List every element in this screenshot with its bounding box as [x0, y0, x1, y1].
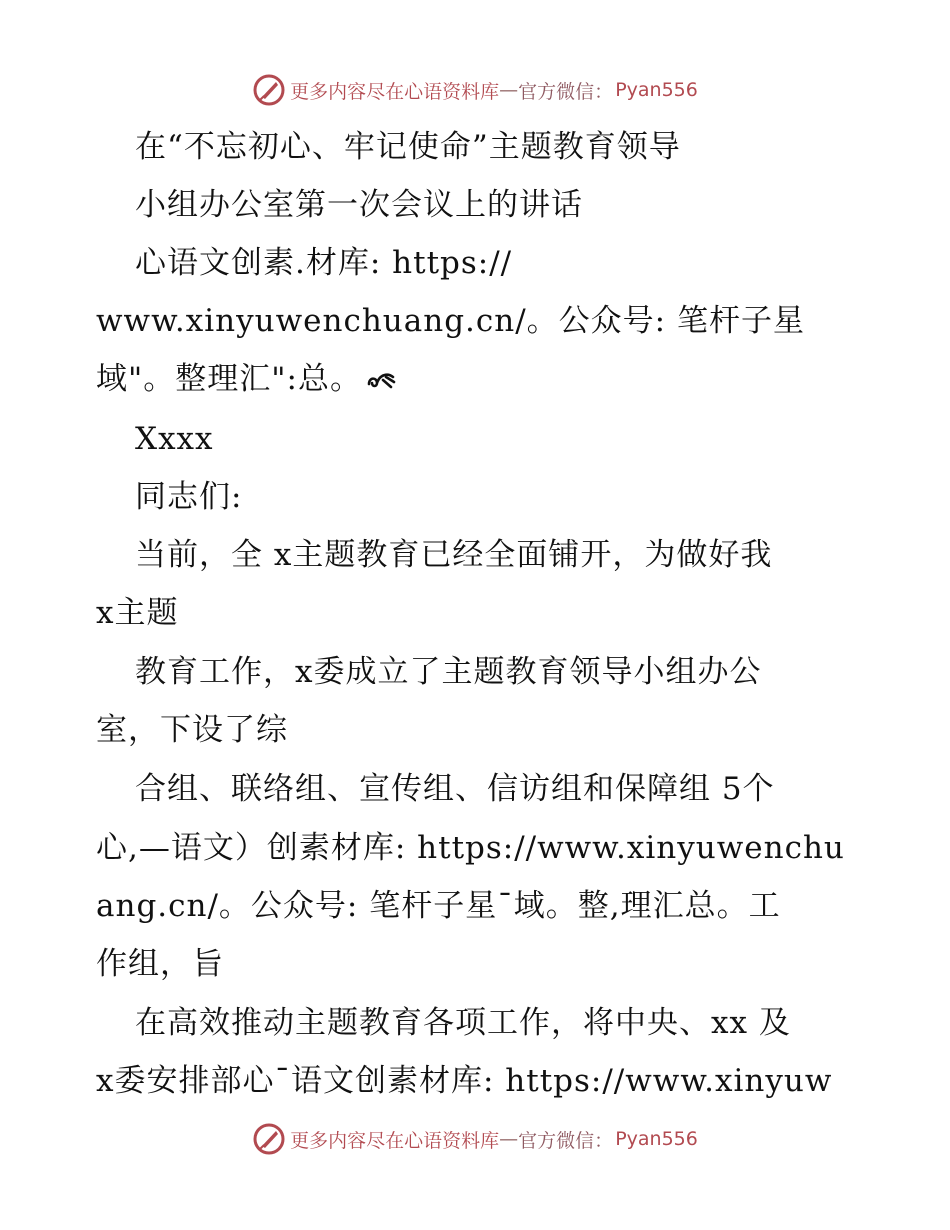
watermark-wechat-label: 官方微信：: [518, 1129, 614, 1152]
body-line: Xxxx: [135, 421, 214, 457]
body-line-text: 域"。整理汇":总。: [96, 361, 362, 397]
quill-logo-icon: [252, 1122, 286, 1156]
watermark-dash: —: [499, 1128, 519, 1150]
watermark-text: 更多内容尽在心语资料库: [290, 1129, 500, 1152]
body-line: 作组，旨: [96, 946, 224, 982]
body-line: 心语文创素.材库: https://: [135, 245, 513, 281]
watermark-text: 更多内容尽在心语资料库: [290, 80, 500, 103]
body-line: x委安排部心¯语文创素材库: https://www.xinyuw: [96, 1063, 833, 1099]
watermark-wechat-id: Pyan556: [615, 1128, 698, 1150]
footer-watermark: [0, 1119, 950, 1159]
body-line: 教育工作，x委成立了主题教育领导小组办公: [135, 654, 762, 690]
document-title-line-2: 小组办公室第一次会议上的讲话: [135, 187, 583, 223]
body-line: www.xinyuwenchuang.cn/。公众号: 笔杆子星: [96, 303, 805, 339]
body-line-with-ornament: [96, 359, 396, 399]
quill-logo-icon: [252, 73, 286, 107]
body-line: 合组、联络组、宣传组、信访组和保障组 5个: [135, 771, 775, 807]
body-line: ang.cn/。公众号: 笔杆子星¯域。整,理汇总。工: [96, 888, 781, 924]
body-line: 心,—语文）创素材库: https://www.xinyuwenchu: [96, 830, 845, 866]
watermark-wechat-label: 官方微信：: [518, 80, 614, 103]
salutation: 同志们:: [135, 479, 243, 515]
scroll-ornament-icon: [366, 369, 396, 391]
body-line: x主题: [96, 595, 179, 631]
watermark-dash: —: [499, 79, 519, 101]
body-line: 在高效推动主题教育各项工作，将中央、xx 及: [135, 1005, 791, 1041]
document-title-line-1: 在“不忘初心、牢记使命”主题教育领导: [135, 129, 681, 165]
header-watermark: [0, 70, 950, 110]
watermark-wechat-id: Pyan556: [615, 79, 698, 101]
body-line: 当前，全 x主题教育已经全面铺开，为做好我: [135, 537, 773, 573]
body-line: 室，下设了综: [96, 712, 288, 748]
